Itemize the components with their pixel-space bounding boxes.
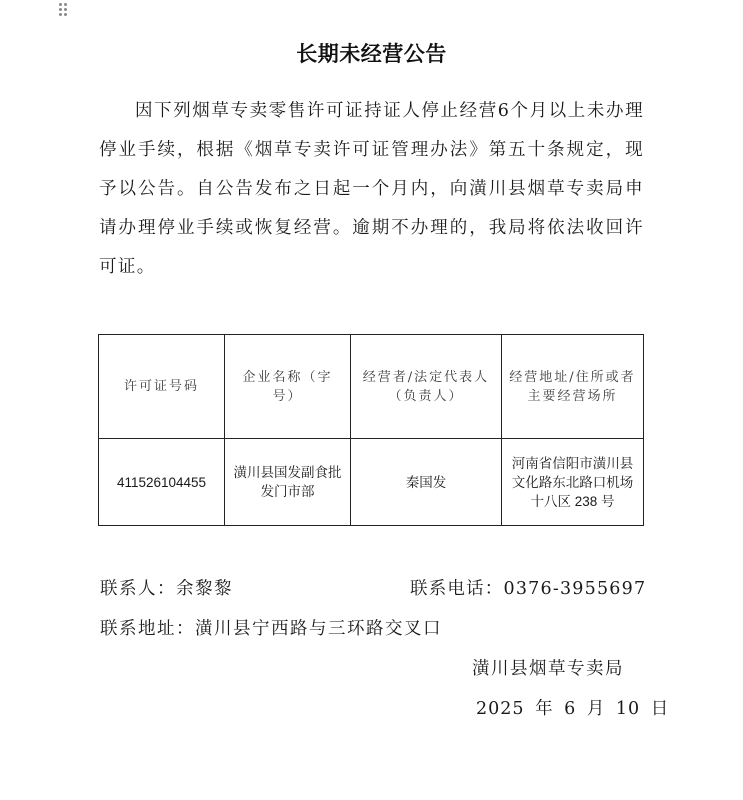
issuer-name: 潢川县烟草专卖局 [472,659,624,679]
cell-company: 潢川县国发副食批发门市部 [225,439,351,526]
header-company: 企业名称（字号） [225,335,351,439]
cell-address: 河南省信阳市潢川县文化路东北路口机场十八区 238 号 [502,439,644,526]
contact-address: 联系地址：潢川县宁西路与三环路交叉口 [100,619,442,639]
table-header-row [99,335,644,439]
contact-phone: 联系电话：0376-3955697 [410,579,647,599]
header-operator: 经营者/法定代表人（负责人） [351,335,502,439]
header-address: 经营地址/住所或者主要经营场所 [502,335,644,439]
cell-operator: 秦国发 [351,439,502,526]
issue-date: 2025 年 6 月 10 日 [476,699,670,719]
license-table [98,334,644,526]
table-row [99,439,644,526]
header-license-no: 许可证号码 [99,335,225,439]
drag-handle-icon[interactable] [59,3,69,19]
document-title: 长期未经营公告 [296,42,447,66]
notice-body: 因下列烟草专卖零售许可证持证人停止经营6个月以上未办理停业手续，根据《烟草专卖许可证管理办法》第五十条规定，现予以公告。自公告发布之日起一个月内，向潢川县烟草专卖局申请办理停业手续或恢复经营。逾期不办理的，我局将依法收回许可证。 [99,101,644,277]
cell-license-no: 411526104455 [99,439,225,526]
contact-person: 联系人：余黎黎 [100,579,233,599]
